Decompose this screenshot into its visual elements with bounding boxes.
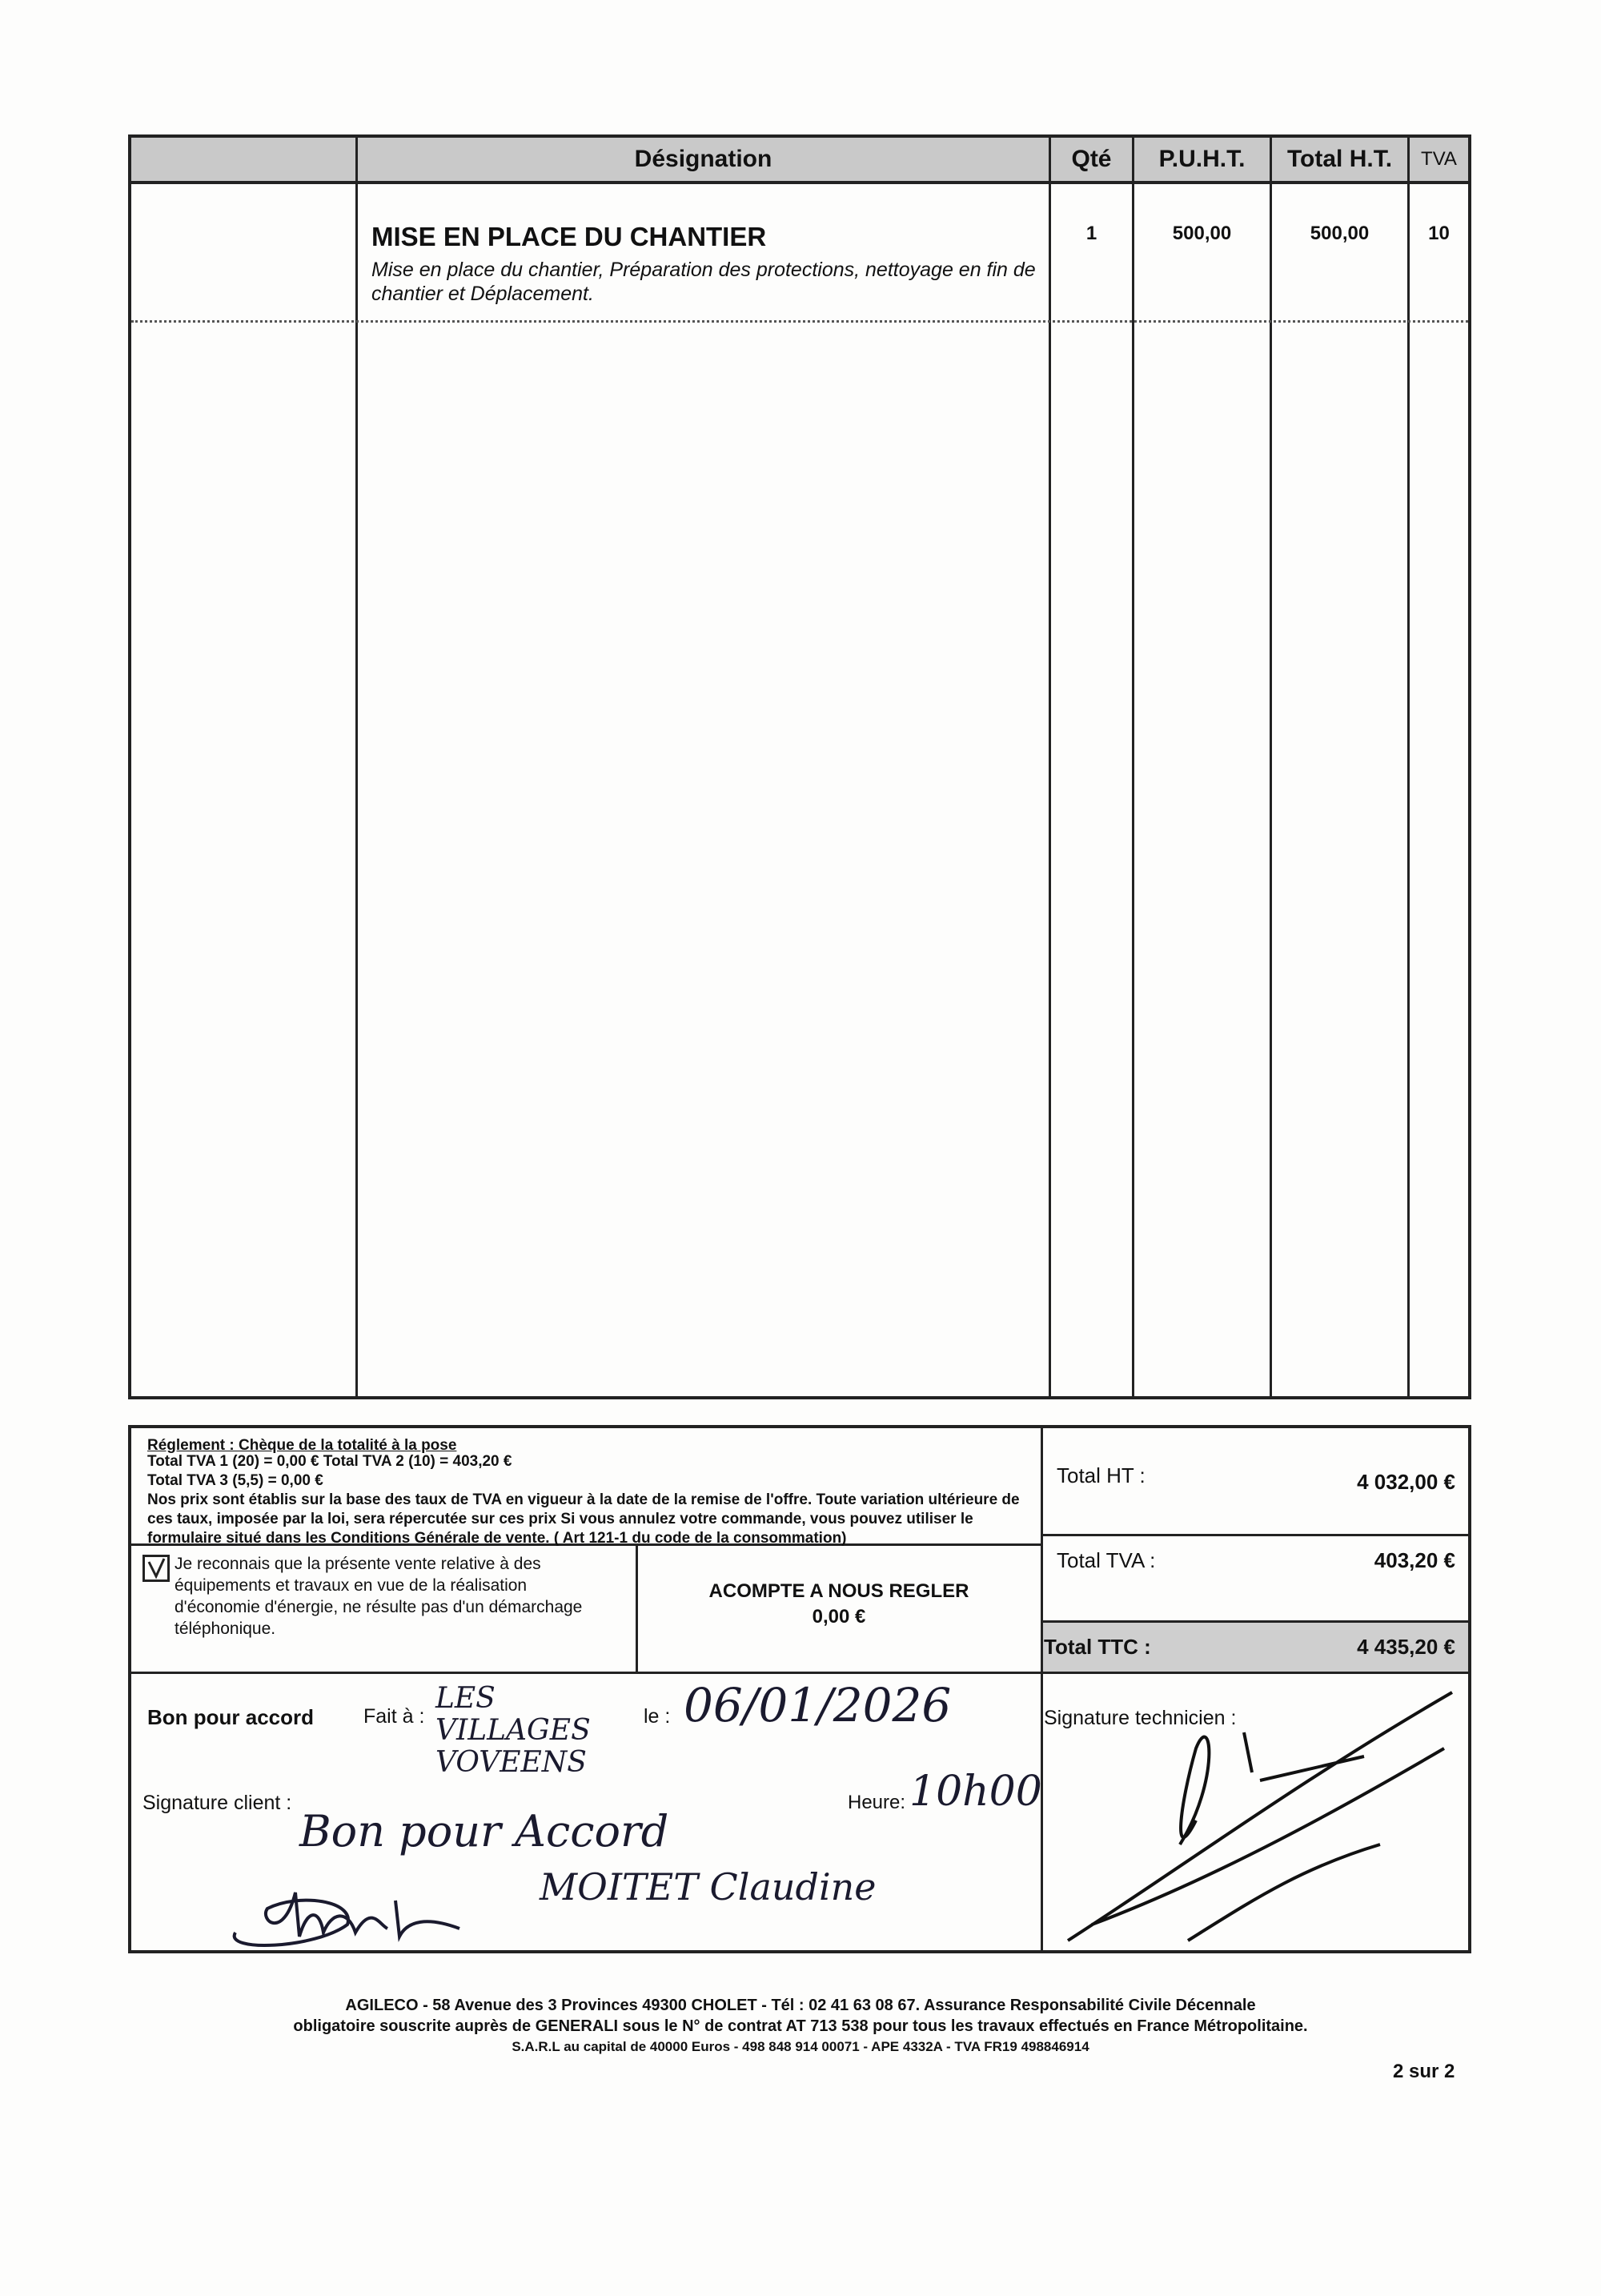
fait-a-label: Fait à :	[363, 1705, 425, 1728]
acompte-label: ACOMPTE A NOUS REGLER	[708, 1580, 969, 1602]
reglement: Réglement : Chèque de la totalité à la pose	[147, 1437, 457, 1454]
item-description: Mise en place du chantier, Préparation des protections, nettoyage en fin de chantier et Déplacement.	[371, 259, 1036, 305]
item-total: 500,00	[1310, 223, 1370, 244]
technician-signature-icon	[1060, 1684, 1460, 1949]
total-ht-label: Total HT :	[1057, 1463, 1146, 1487]
declaration-text: Je reconnais que la présente vente relative à des équipements et travaux en vue de la réalisation d'économie d'énergie, ne résulte pas d'un démarchage téléphonique.	[175, 1555, 583, 1638]
header-total-ht: Total H.T.	[1286, 146, 1393, 172]
date-handwritten: 06/01/2026	[684, 1678, 952, 1732]
total-ht-value: 4 032,00 €	[1357, 1470, 1455, 1494]
total-tva-label: Total TVA :	[1057, 1548, 1156, 1572]
client-handwritten-note: Bon pour Accord	[299, 1806, 669, 1856]
col-divider	[355, 138, 358, 1396]
hdivider	[1041, 1672, 1468, 1674]
item-tva: 10	[1428, 223, 1450, 244]
bon-pour-accord: Bon pour accord	[147, 1705, 315, 1729]
client-handwritten-name: MOITET Claudine	[540, 1865, 877, 1909]
row-separator	[131, 320, 1468, 323]
total-ttc-value: 4 435,20 €	[1357, 1635, 1455, 1659]
col-divider	[1407, 138, 1410, 1396]
footer-line-3: S.A.R.L au capital de 40000 Euros - 498 848 914 00071 - APE 4332A - TVA FR19 498846914	[512, 2039, 1089, 2054]
tva-notice: Nos prix sont établis sur la base des taux de TVA en vigueur à la date de la remise de l'offre. Toute variation ultérieure de ces taux, imposée par la loi, sera répercutée sur ces prix Si vous annulez votre commande, vous pouvez utiliser le formulaire situé dans les Conditions Générale de vente. ( Art 121-1 du code de la consommation)	[147, 1491, 1020, 1547]
item-unit-price: 500,00	[1172, 223, 1232, 244]
client-signature-icon	[219, 1877, 484, 1957]
signature-technicien-label: Signature technicien :	[1044, 1707, 1237, 1729]
totals-block	[128, 1425, 1471, 1953]
tva-breakdown-1: Total TVA 1 (20) = 0,00 € Total TVA 2 (10) = 403,20 €	[147, 1453, 512, 1470]
item-qty: 1	[1085, 223, 1097, 244]
total-tva-value: 403,20 €	[1374, 1548, 1455, 1572]
check-icon	[145, 1557, 167, 1580]
heure-label: Heure:	[848, 1792, 906, 1813]
block-divider	[1041, 1428, 1043, 1950]
hdivider	[1041, 1534, 1468, 1536]
header-designation: Désignation	[634, 146, 772, 172]
header-tva: TVA	[1421, 148, 1457, 170]
fait-a-handwritten: LES VILLAGES VOVEENS	[435, 1682, 591, 1779]
col-divider	[1270, 138, 1272, 1396]
col-divider	[1132, 138, 1134, 1396]
col-divider	[1049, 138, 1051, 1396]
footer-line-1: AGILECO - 58 Avenue des 3 Provinces 49300 CHOLET - Tél : 02 41 63 08 67. Assurance Responsabilité Civile Décennale	[345, 1997, 1256, 2014]
item-title: MISE EN PLACE DU CHANTIER	[371, 222, 767, 251]
le-label: le :	[644, 1705, 671, 1728]
signature-client-label: Signature client :	[142, 1792, 292, 1814]
acompte-value: 0,00 €	[812, 1606, 866, 1628]
header-unit-price: P.U.H.T.	[1158, 146, 1246, 172]
declaration-checkbox[interactable]	[142, 1555, 170, 1582]
footer-line-2: obligatoire souscrite auprès de GENERALI sous le N° de contrat AT 713 538 pour tous les travaux effectués en France Métropolitaine.	[293, 2017, 1308, 2035]
header-qty: Qté	[1071, 146, 1112, 172]
items-table	[128, 134, 1471, 1399]
page-number: 2 sur 2	[1393, 2061, 1455, 2082]
heure-handwritten: 10h00	[909, 1768, 1042, 1816]
hdivider	[131, 1672, 1041, 1674]
tva-breakdown-2: Total TVA 3 (5,5) = 0,00 €	[147, 1472, 323, 1489]
total-ttc-label: Total TTC :	[1044, 1635, 1151, 1659]
